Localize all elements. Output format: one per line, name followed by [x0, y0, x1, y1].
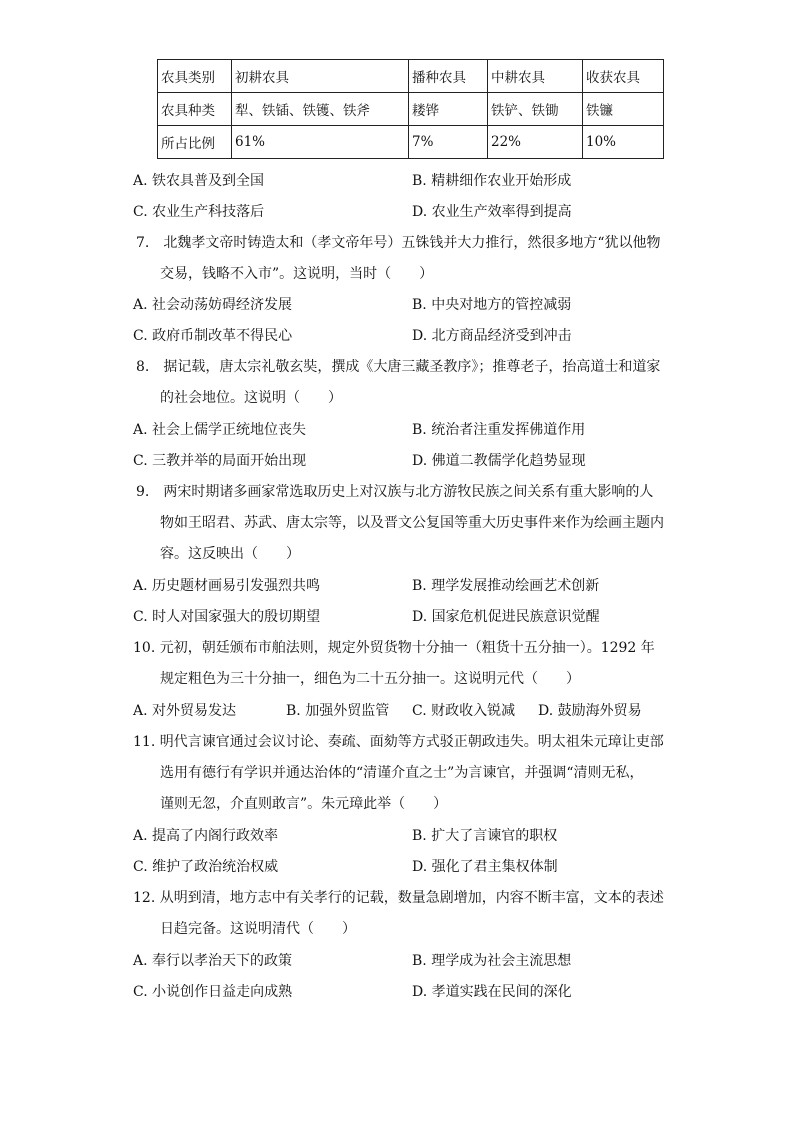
table-cell: 7% [409, 126, 488, 159]
q11-stem-line3: 谨则无忽，介直则敢言”。朱元璋此举（ ） [160, 796, 448, 812]
q6-option-a[interactable]: A. 铁农具普及到全国 [133, 173, 265, 189]
table-cell: 耧铧 [409, 93, 488, 126]
q10-option-d[interactable]: D. 鼓励海外贸易 [538, 703, 642, 719]
q11-stem-line2: 选用有德行有学识并通达治体的“清谨介直之士”为言谏官，并强调“清则无私， [160, 765, 644, 781]
q9-stem-line3: 容。这反映出（ ） [160, 546, 300, 562]
farm-tools-table [157, 59, 664, 159]
q8-option-a[interactable]: A. 社会上儒学正统地位丧失 [133, 422, 307, 438]
q6-option-d[interactable]: D. 农业生产效率得到提高 [412, 204, 572, 220]
q12-option-a[interactable]: A. 奉行以孝治天下的政策 [133, 953, 293, 969]
q9-option-b[interactable]: B. 理学发展推动绘画艺术创新 [412, 578, 600, 594]
q10-option-a[interactable]: A. 对外贸易发达 [133, 703, 237, 719]
q8-stem-line2: 的社会地位。这说明（ ） [160, 390, 342, 406]
q7-option-a[interactable]: A. 社会动荡妨碍经济发展 [133, 297, 293, 313]
table-cell: 中耕农具 [488, 60, 583, 93]
table-cell: 22% [488, 126, 583, 159]
q9-option-c[interactable]: C. 时人对国家强大的殷切期望 [133, 609, 321, 625]
table-cell: 所占比例 [158, 126, 232, 159]
q12-stem-line1: 12. 从明到清，地方志中有关孝行的记载，数量急剧增加，内容不断丰富，文本的表述 [133, 890, 664, 906]
q7-stem-line1: 7. 北魏孝文帝时铸造太和（孝文帝年号）五铢钱并大力推行，然很多地方“犹以他物 [136, 235, 661, 251]
table-cell: 播种农具 [409, 60, 488, 93]
q11-stem-line1: 11. 明代言谏官通过会议讨论、奏疏、面劾等方式驳正朝政违失。明太祖朱元璋让吏部 [133, 734, 664, 750]
table-row [158, 126, 664, 159]
q9-stem-line1: 9. 两宋时期诸多画家常选取历史上对汉族与北方游牧民族之间关系有重大影响的人 [136, 484, 654, 500]
q6-option-c[interactable]: C. 农业生产科技落后 [133, 204, 265, 220]
q7-option-c[interactable]: C. 政府币制改革不得民心 [133, 328, 293, 344]
q9-option-a[interactable]: A. 历史题材画易引发强烈共鸣 [133, 578, 321, 594]
q10-stem-line1: 10. 元初，朝廷颁布市舶法则，规定外贸货物十分抽一（粗货十五分抽一）。1292 年 [133, 640, 655, 656]
table-cell: 初耕农具 [232, 60, 409, 93]
table-cell: 收获农具 [583, 60, 664, 93]
q9-option-d[interactable]: D. 国家危机促进民族意识觉醒 [412, 609, 600, 625]
q12-option-b[interactable]: B. 理学成为社会主流思想 [412, 953, 572, 969]
q12-option-d[interactable]: D. 孝道实践在民间的深化 [412, 984, 572, 1000]
q8-option-c[interactable]: C. 三教并举的局面开始出现 [133, 453, 307, 469]
q12-option-c[interactable]: C. 小说创作日益走向成熟 [133, 984, 293, 1000]
q6-option-b[interactable]: B. 精耕细作农业开始形成 [412, 173, 572, 189]
q8-option-b[interactable]: B. 统治者注重发挥佛道作用 [412, 422, 586, 438]
table-row [158, 93, 664, 126]
table-cell: 农具类别 [158, 60, 232, 93]
q7-option-b[interactable]: B. 中央对地方的管控减弱 [412, 297, 572, 313]
table-cell: 10% [583, 126, 664, 159]
table-cell: 农具种类 [158, 93, 232, 126]
q11-option-c[interactable]: C. 维护了政治统治权威 [133, 859, 279, 875]
table-cell: 犁、铁锸、铁镬、铁斧 [232, 93, 409, 126]
q11-option-a[interactable]: A. 提高了内阁行政效率 [133, 828, 279, 844]
q10-option-c[interactable]: C. 财政收入锐减 [412, 703, 516, 719]
q10-stem-line2: 规定粗色为三十分抽一，细色为二十五分抽一。这说明元代（ ） [160, 671, 580, 687]
q7-stem-line2: 交易，钱略不入市”。这说明，当时（ ） [160, 266, 434, 282]
q8-option-d[interactable]: D. 佛道二教儒学化趋势显现 [412, 453, 586, 469]
table-cell: 铁铲、铁锄 [488, 93, 583, 126]
table-row [158, 60, 664, 93]
q11-option-d[interactable]: D. 强化了君主集权体制 [412, 859, 558, 875]
table-cell: 61% [232, 126, 409, 159]
q12-stem-line2: 日趋完备。这说明清代（ ） [160, 921, 356, 937]
q8-stem-line1: 8. 据记载，唐太宗礼敬玄奘，撰成《大唐三藏圣教序》；推尊老子，抬高道士和道家 [136, 359, 661, 375]
q9-stem-line2: 物如王昭君、苏武、唐太宗等，以及晋文公复国等重大历史事件来作为绘画主题内 [160, 515, 664, 531]
table-cell: 铁镰 [583, 93, 664, 126]
q10-option-b[interactable]: B. 加强外贸监管 [286, 703, 390, 719]
q7-option-d[interactable]: D. 北方商品经济受到冲击 [412, 328, 572, 344]
q11-option-b[interactable]: B. 扩大了言谏官的职权 [412, 828, 558, 844]
